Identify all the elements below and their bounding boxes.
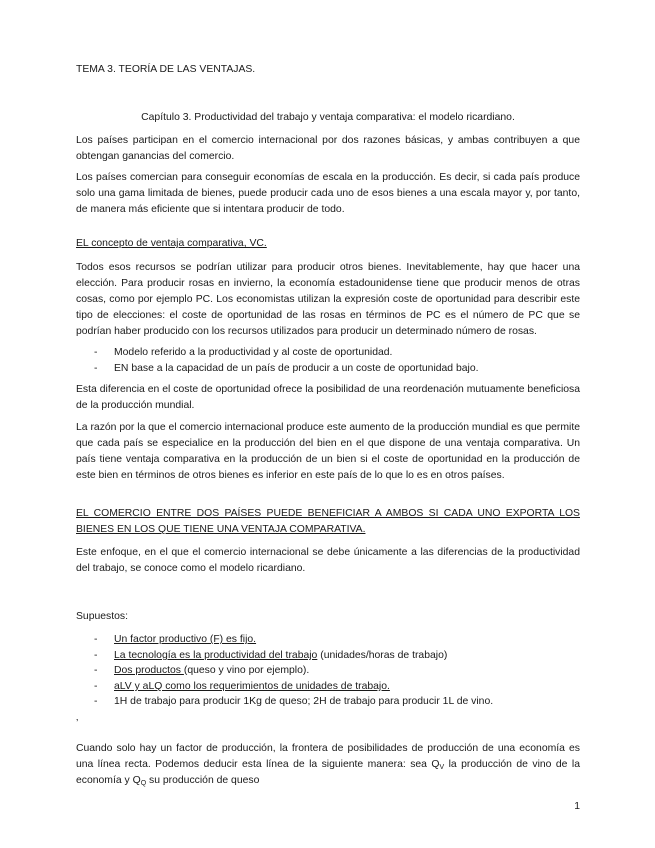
document-page xyxy=(76,0,580,848)
paragraph-2: Los países comercian para conseguir economías de escala en la producción. Es decir, si cada país produce solo una gama limitada de bienes, puede producir cada uno de esos bienes a una escala mayor y, por tanto, de manera más eficiente que si intentara producir de todo. xyxy=(76,172,580,215)
document-title: TEMA 3. TEORÍA DE LAS VENTAJAS. xyxy=(76,64,256,75)
paragraph-7 xyxy=(76,741,580,789)
chapter-heading: Capítulo 3. Productividad del trabajo y ventaja comparativa: el modelo ricardiano. xyxy=(141,112,515,123)
paragraph-3: Todos esos recursos se podrían utilizar para producir otros bienes. Inevitablemente, hay que hacer una elección. Para producir rosas en invierno, la economía estadounidense tiene que producir menos de otras cosas, como por ejemplo PC. Los economistas utilizan la expresión coste de oportunidad para describir este tipo de elecciones: el coste de oportunidad de las rosas en términos de PC es el número de PC que se podrían haber producido con los recursos utilizados para producir un determinado número de rosas. xyxy=(76,262,580,337)
underlined-text: aLV y aLQ como los requerimientos de unidades de trabajo. xyxy=(114,681,390,692)
stray-mark: ’ xyxy=(76,718,79,729)
bullet-dash: - xyxy=(94,650,98,661)
bullet-dash: - xyxy=(94,363,98,374)
paragraph-7-text-a: Cuando solo hay un factor de producción, la frontera de posibilidades de producción de una economía es una línea recta. Podemos deducir esta línea de la siguiente manera: sea Q xyxy=(76,743,580,770)
supuestos-label: Supuestos: xyxy=(76,611,128,622)
paragraph-6: Este enfoque, en el que el comercio internacional se debe únicamente a las diferencias de la productividad del trabajo, se conoce como el modelo ricardiano. xyxy=(76,547,580,574)
list-item-text xyxy=(114,679,390,695)
bullet-dash: - xyxy=(94,696,98,707)
caps-statement: EL COMERCIO ENTRE DOS PAÍSES PUEDE BENEFICIAR A AMBOS SI CADA UNO EXPORTA LOS BIENES EN LOS QUE TIENE UNA VENTAJA COMPARATIVA. xyxy=(76,508,580,535)
list-item-text xyxy=(114,648,447,664)
bullet-dash: - xyxy=(94,634,98,645)
list-item-text: EN base a la capacidad de un país de producir a un coste de oportunidad bajo. xyxy=(114,363,479,374)
paragraph-7-text-b: la producción de vino de la economía y Q xyxy=(76,759,580,786)
plain-text: (queso y vino por ejemplo). xyxy=(183,665,310,676)
underlined-text: Un factor productivo (F) es fijo. xyxy=(114,634,257,645)
subscript-v: V xyxy=(439,764,445,771)
section-heading: EL concepto de ventaja comparativa, VC. xyxy=(76,238,267,249)
bullet-dash: - xyxy=(94,681,98,692)
paragraph-1: Los países participan en el comercio internacional por dos razones básicas, y ambas contribuyen a que obtengan ganancias del comercio. xyxy=(76,135,580,162)
list-item-text xyxy=(114,632,256,648)
bullet-dash: - xyxy=(94,665,98,676)
plain-text: (unidades/horas de trabajo) xyxy=(317,650,448,661)
paragraph-5: La razón por la que el comercio internacional produce este aumento de la producción mundial es que permite que cada país se especialice en la producción del bien en el que dispone de una ventaja comparativa. Un país tiene ventaja comparativa en la producción de un bien si el coste de oportunidad en la producción de este bien en términos de otros bienes es inferior en este país de lo que lo es en otros países. xyxy=(76,422,580,481)
list-item-text: Modelo referido a la productividad y al coste de oportunidad. xyxy=(114,347,393,358)
paragraph-4: Esta diferencia en el coste de oportunidad ofrece la posibilidad de una reordenación mutuamente beneficiosa de la producción mundial. xyxy=(76,384,580,411)
plain-text: 1H de trabajo para producir 1Kg de queso; 2H de trabajo para producir 1L de vino. xyxy=(114,696,494,707)
list-item-text xyxy=(114,694,493,710)
bullet-dash: - xyxy=(94,347,98,358)
subscript-q: Q xyxy=(140,780,147,787)
underlined-text: La tecnología es la productividad del trabajo xyxy=(114,650,318,661)
paragraph-7-text-c: su producción de queso xyxy=(146,775,260,786)
list-item-text xyxy=(114,663,309,679)
page-number: 1 xyxy=(574,801,580,812)
underlined-text: Dos productos xyxy=(114,665,184,676)
